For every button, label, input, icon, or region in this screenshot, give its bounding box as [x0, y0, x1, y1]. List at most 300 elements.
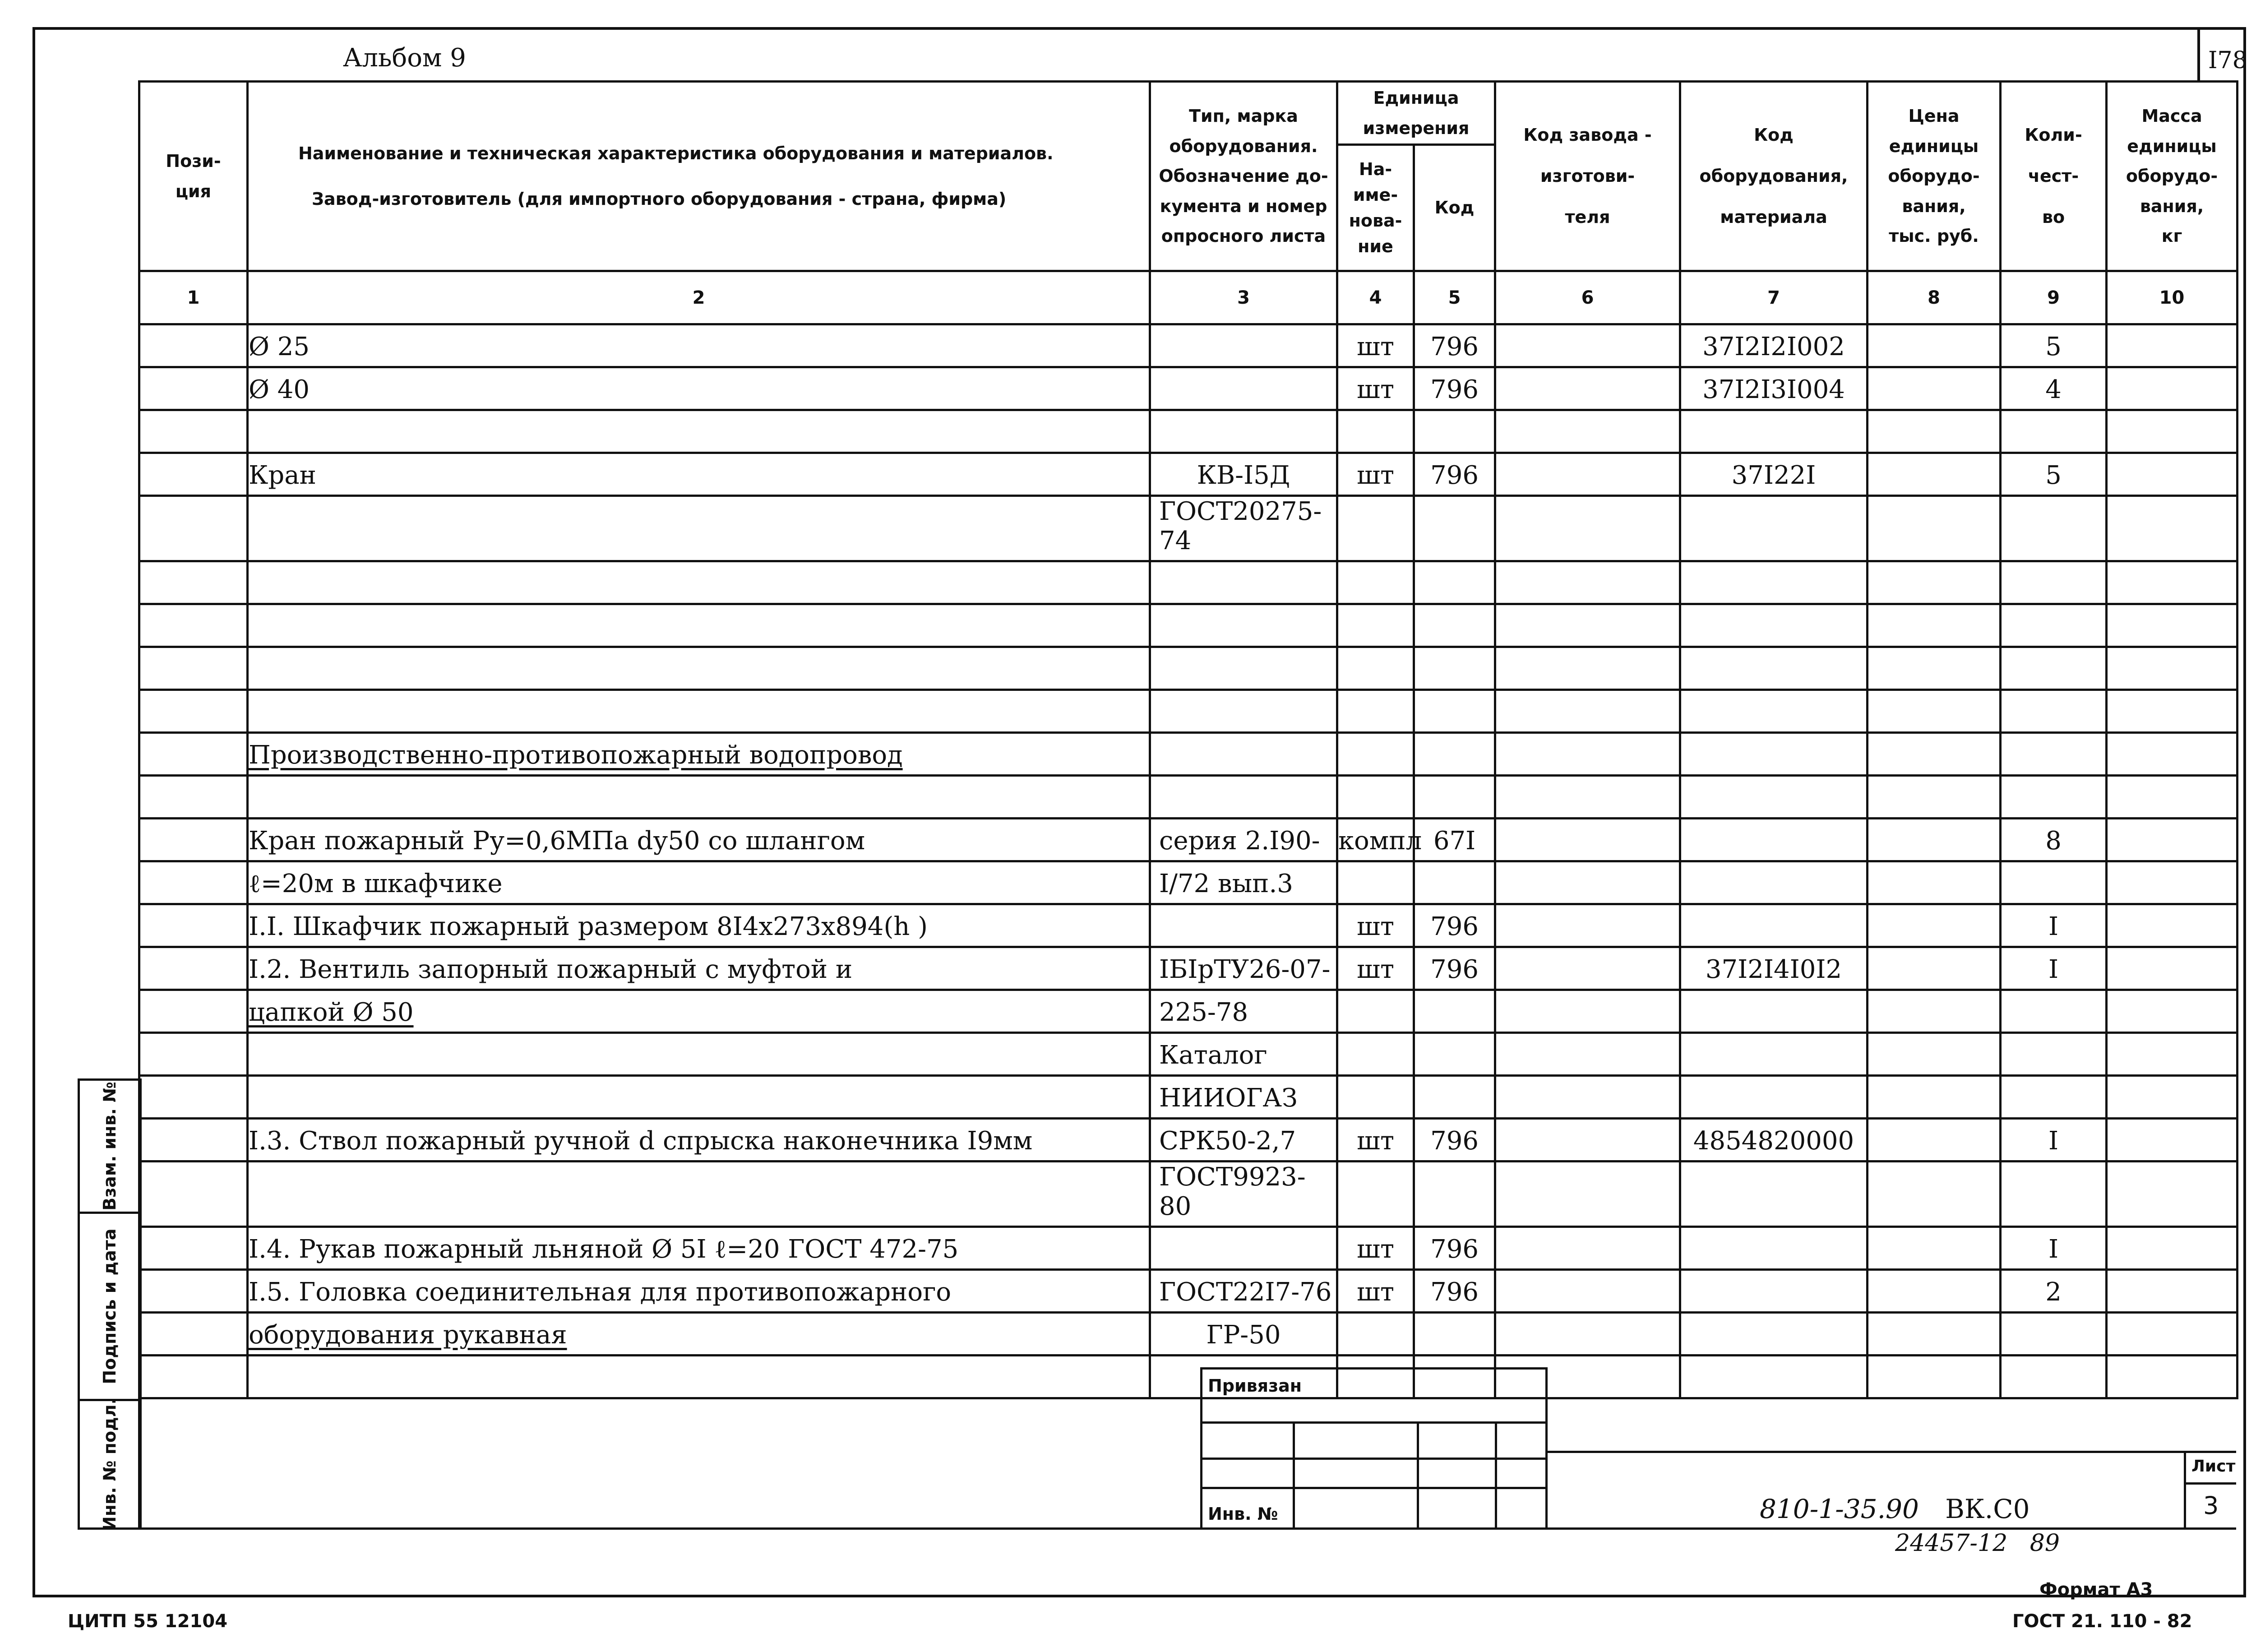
header-maker-code: Код завода - изготови- теля: [1495, 82, 1680, 271]
type-cell: [1150, 410, 1337, 453]
price-cell: [1868, 324, 2001, 367]
price-cell: [1868, 861, 2001, 904]
name-cell: I.4. Рукав пожарный льняной Ø 5I ℓ=20 ГОСТ 472-75: [248, 1227, 1150, 1270]
table-row: [139, 1227, 2238, 1270]
quantity-cell: 5: [2001, 453, 2107, 496]
side-label-text: Инв. № подл.: [100, 1397, 120, 1531]
name-cell: [248, 1356, 1150, 1398]
header-mass: Масса единицы оборудо- вания, кг: [2107, 82, 2238, 271]
table-row: [139, 367, 2238, 410]
price-cell: [1868, 1356, 2001, 1398]
maker-code-cell: [1495, 1119, 1680, 1161]
unit-code-cell: [1414, 604, 1495, 647]
unit-code-cell: 796: [1414, 904, 1495, 947]
unit-code-cell: [1414, 1076, 1495, 1119]
name-cell: [248, 1033, 1150, 1076]
unit-code-cell: [1414, 861, 1495, 904]
table-row: [139, 1033, 2238, 1076]
footer-right: ГОСТ 21. 110 - 82: [2012, 1611, 2192, 1632]
name-cell: Ø 25: [248, 324, 1150, 367]
maker-code-cell: [1495, 604, 1680, 647]
unit-name-cell: [1337, 1313, 1414, 1356]
name-cell: I.2. Вентиль запорный пожарный с муфтой и: [248, 947, 1150, 990]
side-label-text: Взам. инв. №: [100, 1082, 120, 1211]
table-row: [139, 733, 2238, 776]
price-cell: [1868, 496, 2001, 561]
table-row: [139, 1119, 2238, 1161]
mass-cell: [2107, 1033, 2238, 1076]
name-cell: [248, 1076, 1150, 1119]
position-cell: [139, 561, 248, 604]
equipment-code-cell: 37I2I2I002: [1680, 324, 1868, 367]
unit-code-cell: [1414, 496, 1495, 561]
position-cell: [139, 1356, 248, 1398]
side-label-text: Подпись и дата: [100, 1228, 120, 1384]
unit-name-cell: [1337, 604, 1414, 647]
equipment-code-cell: [1680, 410, 1868, 453]
name-cell: оборудования рукавная: [248, 1313, 1150, 1356]
mass-cell: [2107, 1076, 2238, 1119]
mass-cell: [2107, 990, 2238, 1033]
stamp-grid-line: [1202, 1421, 1545, 1424]
equipment-code-cell: 37I2I3I004: [1680, 367, 1868, 410]
type-cell: [1150, 561, 1337, 604]
name-cell: [248, 1161, 1150, 1227]
unit-code-cell: 796: [1414, 367, 1495, 410]
equipment-code-cell: [1680, 496, 1868, 561]
equipment-code-cell: [1680, 561, 1868, 604]
maker-code-cell: [1495, 453, 1680, 496]
table-row: [139, 819, 2238, 861]
header-quantity: Коли- чест- во: [2001, 82, 2107, 271]
unit-code-cell: [1414, 647, 1495, 690]
unit-name-cell: [1337, 1076, 1414, 1119]
type-cell: ГР-50: [1150, 1313, 1337, 1356]
price-cell: [1868, 819, 2001, 861]
mass-cell: [2107, 947, 2238, 990]
position-cell: [139, 1227, 248, 1270]
header-name-line1: Наименование и техническая характеристика оборудования и материалов.: [298, 143, 1054, 163]
stamp-grid-line: [1202, 1487, 1545, 1489]
header-equipment-code: Код оборудования, материала: [1680, 82, 1868, 271]
position-cell: [139, 733, 248, 776]
name-cell: Ø 40: [248, 367, 1150, 410]
type-cell: 225-78: [1150, 990, 1337, 1033]
position-cell: [139, 819, 248, 861]
mass-cell: [2107, 324, 2238, 367]
unit-name-cell: шт: [1337, 1119, 1414, 1161]
column-number: 8: [1868, 271, 2001, 324]
quantity-cell: [2001, 990, 2107, 1033]
price-cell: [1868, 1161, 2001, 1227]
quantity-cell: [2001, 647, 2107, 690]
table-row: [139, 1270, 2238, 1313]
position-cell: [139, 861, 248, 904]
price-cell: [1868, 947, 2001, 990]
sheet-label: Лист: [2191, 1457, 2236, 1476]
quantity-cell: [2001, 690, 2107, 733]
mass-cell: [2107, 1119, 2238, 1161]
column-number: 10: [2107, 271, 2238, 324]
footer-left: ЦИТП 55 12104: [68, 1611, 228, 1632]
mass-cell: [2107, 453, 2238, 496]
table-row: [139, 1356, 2238, 1398]
unit-code-cell: [1414, 1033, 1495, 1076]
position-cell: [139, 453, 248, 496]
type-cell: Каталог: [1150, 1033, 1337, 1076]
type-cell: [1150, 324, 1337, 367]
table-row: [139, 776, 2238, 819]
maker-code-cell: [1495, 690, 1680, 733]
equipment-code-cell: [1680, 776, 1868, 819]
name-cell: Кран: [248, 453, 1150, 496]
price-cell: [1868, 453, 2001, 496]
quantity-cell: [2001, 776, 2107, 819]
name-cell: цапкой Ø 50: [248, 990, 1150, 1033]
quantity-cell: 2: [2001, 1270, 2107, 1313]
unit-name-cell: [1337, 496, 1414, 561]
unit-code-cell: [1414, 990, 1495, 1033]
table-row: [139, 947, 2238, 990]
header-unit-group: Единица измерения: [1337, 82, 1495, 145]
header-price: Цена единицы оборудо- вания, тыс. руб.: [1868, 82, 2001, 271]
price-cell: [1868, 561, 2001, 604]
equipment-code-cell: 37I22I: [1680, 453, 1868, 496]
sheet-box: [2184, 1451, 2236, 1530]
quantity-cell: [2001, 561, 2107, 604]
price-cell: [1868, 733, 2001, 776]
unit-name-cell: [1337, 861, 1414, 904]
unit-name-cell: шт: [1337, 1227, 1414, 1270]
specification-table: [138, 80, 2238, 1399]
maker-code-cell: [1495, 324, 1680, 367]
unit-name-cell: шт: [1337, 453, 1414, 496]
mass-cell: [2107, 604, 2238, 647]
column-number: 6: [1495, 271, 1680, 324]
position-cell: [139, 1119, 248, 1161]
mass-cell: [2107, 904, 2238, 947]
unit-name-cell: шт: [1337, 324, 1414, 367]
maker-code-cell: [1495, 410, 1680, 453]
handwritten-note: 24457-12 89: [1895, 1530, 2060, 1557]
type-cell: ГОСТ20275-74: [1150, 496, 1337, 561]
name-cell: I.I. Шкафчик пожарный размером 8I4х273х894(h ): [248, 904, 1150, 947]
maker-code-cell: [1495, 496, 1680, 561]
stamp-grid-line: [1417, 1421, 1419, 1530]
table-row: [139, 604, 2238, 647]
equipment-code-cell: 37I2I4I0I2: [1680, 947, 1868, 990]
mass-cell: [2107, 1356, 2238, 1398]
unit-name-cell: шт: [1337, 904, 1414, 947]
header-name-line2: Завод-изготовитель (для импортного оборудования - страна, фирма): [312, 189, 1007, 209]
unit-code-cell: [1414, 690, 1495, 733]
quantity-cell: [2001, 1356, 2107, 1398]
name-cell: [248, 561, 1150, 604]
equipment-code-cell: [1680, 733, 1868, 776]
unit-code-cell: [1414, 733, 1495, 776]
equipment-code-cell: [1680, 990, 1868, 1033]
position-cell: [139, 367, 248, 410]
price-cell: [1868, 990, 2001, 1033]
maker-code-cell: [1495, 861, 1680, 904]
unit-name-cell: [1337, 561, 1414, 604]
mass-cell: [2107, 1313, 2238, 1356]
equipment-code-cell: [1680, 861, 1868, 904]
position-cell: [139, 990, 248, 1033]
position-cell: [139, 776, 248, 819]
type-cell: [1150, 647, 1337, 690]
column-number: 1: [139, 271, 248, 324]
type-cell: I/72 вып.3: [1150, 861, 1337, 904]
quantity-cell: I: [2001, 1119, 2107, 1161]
mass-cell: [2107, 561, 2238, 604]
album-title: Альбом 9: [343, 43, 466, 73]
position-cell: [139, 1270, 248, 1313]
quantity-cell: [2001, 604, 2107, 647]
equipment-code-cell: [1680, 1313, 1868, 1356]
quantity-cell: [2001, 733, 2107, 776]
type-cell: НИИОГАЗ: [1150, 1076, 1337, 1119]
column-number: 7: [1680, 271, 1868, 324]
mass-cell: [2107, 410, 2238, 453]
unit-name-cell: [1337, 733, 1414, 776]
price-cell: [1868, 1033, 2001, 1076]
mass-cell: [2107, 496, 2238, 561]
column-number: 9: [2001, 271, 2107, 324]
unit-name-cell: шт: [1337, 947, 1414, 990]
quantity-cell: [2001, 1033, 2107, 1076]
name-cell: [248, 410, 1150, 453]
unit-name-cell: шт: [1337, 1270, 1414, 1313]
position-cell: [139, 1033, 248, 1076]
type-cell: [1150, 776, 1337, 819]
type-cell: ГОСТ22I7-76: [1150, 1270, 1337, 1313]
unit-name-cell: [1337, 1033, 1414, 1076]
column-number: 3: [1150, 271, 1337, 324]
mass-cell: [2107, 690, 2238, 733]
name-cell: [248, 496, 1150, 561]
maker-code-cell: [1495, 1033, 1680, 1076]
type-cell: IБIрТУ26-07-: [1150, 947, 1337, 990]
unit-name-cell: [1337, 1161, 1414, 1227]
type-cell: [1150, 604, 1337, 647]
mass-cell: [2107, 861, 2238, 904]
price-cell: [1868, 1076, 2001, 1119]
position-cell: [139, 947, 248, 990]
name-cell: I.3. Ствол пожарный ручной d спрыска наконечника I9мм: [248, 1119, 1150, 1161]
mass-cell: [2107, 1161, 2238, 1227]
quantity-cell: I: [2001, 947, 2107, 990]
table-row: [139, 690, 2238, 733]
position-cell: [139, 410, 248, 453]
name-cell: [248, 604, 1150, 647]
stamp-title-top-line: [1548, 1451, 2236, 1453]
sheet-box-divider: [2186, 1482, 2236, 1485]
price-cell: [1868, 647, 2001, 690]
unit-code-cell: [1414, 410, 1495, 453]
type-cell: [1150, 690, 1337, 733]
unit-code-cell: [1414, 561, 1495, 604]
unit-code-cell: 796: [1414, 453, 1495, 496]
type-cell: [1150, 1227, 1337, 1270]
equipment-code-cell: [1680, 604, 1868, 647]
quantity-cell: I: [2001, 1227, 2107, 1270]
equipment-code-cell: [1680, 1356, 1868, 1398]
price-cell: [1868, 1313, 2001, 1356]
equipment-code-cell: [1680, 1161, 1868, 1227]
maker-code-cell: [1495, 819, 1680, 861]
maker-code-cell: [1495, 947, 1680, 990]
side-label-signature-date: [78, 1212, 142, 1401]
table-row: [139, 1076, 2238, 1119]
mass-cell: [2107, 1270, 2238, 1313]
price-cell: [1868, 1270, 2001, 1313]
stamp-grid-line: [1293, 1421, 1295, 1530]
stamp-grid-line: [1495, 1421, 1497, 1530]
quantity-cell: [2001, 1161, 2107, 1227]
quantity-cell: 8: [2001, 819, 2107, 861]
quantity-cell: [2001, 410, 2107, 453]
binding-label: Привязан: [1208, 1376, 1302, 1396]
price-cell: [1868, 1119, 2001, 1161]
unit-code-cell: 796: [1414, 947, 1495, 990]
equipment-code-cell: [1680, 904, 1868, 947]
equipment-code-cell: [1680, 819, 1868, 861]
type-cell: [1150, 733, 1337, 776]
mass-cell: [2107, 776, 2238, 819]
stamp-left-line: [138, 1345, 140, 1530]
document-code-number: 810-1-35.90: [1760, 1494, 1919, 1524]
equipment-code-cell: [1680, 690, 1868, 733]
page-number-box: [2197, 27, 2246, 80]
document-code-suffix: ВК.С0: [1945, 1494, 2030, 1524]
maker-code-cell: [1495, 1313, 1680, 1356]
position-cell: [139, 496, 248, 561]
type-cell: серия 2.I90-: [1150, 819, 1337, 861]
maker-code-cell: [1495, 367, 1680, 410]
name-cell: Кран пожарный Ру=0,6МПа dу50 со шлангом: [248, 819, 1150, 861]
page-number: I78: [2208, 47, 2247, 74]
column-numbers-row: [139, 271, 2238, 324]
price-cell: [1868, 410, 2001, 453]
position-cell: [139, 647, 248, 690]
position-cell: [139, 1161, 248, 1227]
table-row: [139, 1161, 2238, 1227]
position-cell: [139, 904, 248, 947]
table-row: [139, 990, 2238, 1033]
unit-code-cell: [1414, 1161, 1495, 1227]
unit-code-cell: 796: [1414, 1270, 1495, 1313]
position-cell: [139, 690, 248, 733]
price-cell: [1868, 690, 2001, 733]
unit-name-cell: [1337, 990, 1414, 1033]
maker-code-cell: [1495, 904, 1680, 947]
name-cell: [248, 690, 1150, 733]
position-cell: [139, 324, 248, 367]
position-cell: [139, 1313, 248, 1356]
equipment-code-cell: [1680, 1033, 1868, 1076]
equipment-code-cell: [1680, 1076, 1868, 1119]
price-cell: [1868, 367, 2001, 410]
type-cell: СРК50-2,7: [1150, 1119, 1337, 1161]
maker-code-cell: [1495, 1161, 1680, 1227]
unit-name-cell: шт: [1337, 367, 1414, 410]
unit-code-cell: [1414, 776, 1495, 819]
quantity-cell: I: [2001, 904, 2107, 947]
maker-code-cell: [1495, 1270, 1680, 1313]
table-row: [139, 647, 2238, 690]
header-name: [248, 82, 1150, 271]
document-code: [1760, 1494, 2030, 1524]
unit-code-cell: 796: [1414, 1227, 1495, 1270]
maker-code-cell: [1495, 733, 1680, 776]
name-cell: [248, 776, 1150, 819]
type-cell: ГОСТ9923-80: [1150, 1161, 1337, 1227]
sheet-number: 3: [2203, 1491, 2219, 1520]
type-cell: КВ-I5Д: [1150, 453, 1337, 496]
quantity-cell: [2001, 861, 2107, 904]
table-row: [139, 904, 2238, 947]
table-row: [139, 410, 2238, 453]
mass-cell: [2107, 733, 2238, 776]
unit-code-cell: 796: [1414, 1119, 1495, 1161]
format-label: Формат А3: [2039, 1579, 2153, 1600]
maker-code-cell: [1495, 990, 1680, 1033]
equipment-code-cell: [1680, 647, 1868, 690]
position-cell: [139, 604, 248, 647]
stamp-grid-line: [1202, 1458, 1545, 1460]
column-number: 5: [1414, 271, 1495, 324]
quantity-cell: 5: [2001, 324, 2107, 367]
unit-name-cell: [1337, 690, 1414, 733]
header-position: Пози- ция: [139, 82, 248, 271]
unit-name-cell: компл: [1337, 819, 1414, 861]
mass-cell: [2107, 1227, 2238, 1270]
price-cell: [1868, 1227, 2001, 1270]
table-row: [139, 496, 2238, 561]
equipment-code-cell: [1680, 1270, 1868, 1313]
quantity-cell: [2001, 1076, 2107, 1119]
maker-code-cell: [1495, 1076, 1680, 1119]
price-cell: [1868, 776, 2001, 819]
quantity-cell: [2001, 1313, 2107, 1356]
header-unit-name: На- име- нова- ние: [1337, 145, 1414, 271]
binding-stamp: [1200, 1367, 1548, 1530]
maker-code-cell: [1495, 1227, 1680, 1270]
table-row: [139, 861, 2238, 904]
mass-cell: [2107, 367, 2238, 410]
table-row: [139, 324, 2238, 367]
unit-code-cell: 796: [1414, 324, 1495, 367]
unit-code-cell: 67I: [1414, 819, 1495, 861]
column-number: 4: [1337, 271, 1414, 324]
price-cell: [1868, 904, 2001, 947]
quantity-cell: [2001, 496, 2107, 561]
unit-name-cell: [1337, 776, 1414, 819]
equipment-code-cell: [1680, 1227, 1868, 1270]
mass-cell: [2107, 647, 2238, 690]
table-row: [139, 453, 2238, 496]
inv-number-label: Инв. №: [1208, 1504, 1278, 1524]
equipment-code-cell: 4854820000: [1680, 1119, 1868, 1161]
maker-code-cell: [1495, 776, 1680, 819]
name-cell: [248, 647, 1150, 690]
maker-code-cell: [1495, 647, 1680, 690]
name-cell: I.5. Головка соединительная для противопожарного: [248, 1270, 1150, 1313]
side-label-replaced-inv: [78, 1078, 142, 1214]
name-cell: ℓ=20м в шкафчике: [248, 861, 1150, 904]
mass-cell: [2107, 819, 2238, 861]
